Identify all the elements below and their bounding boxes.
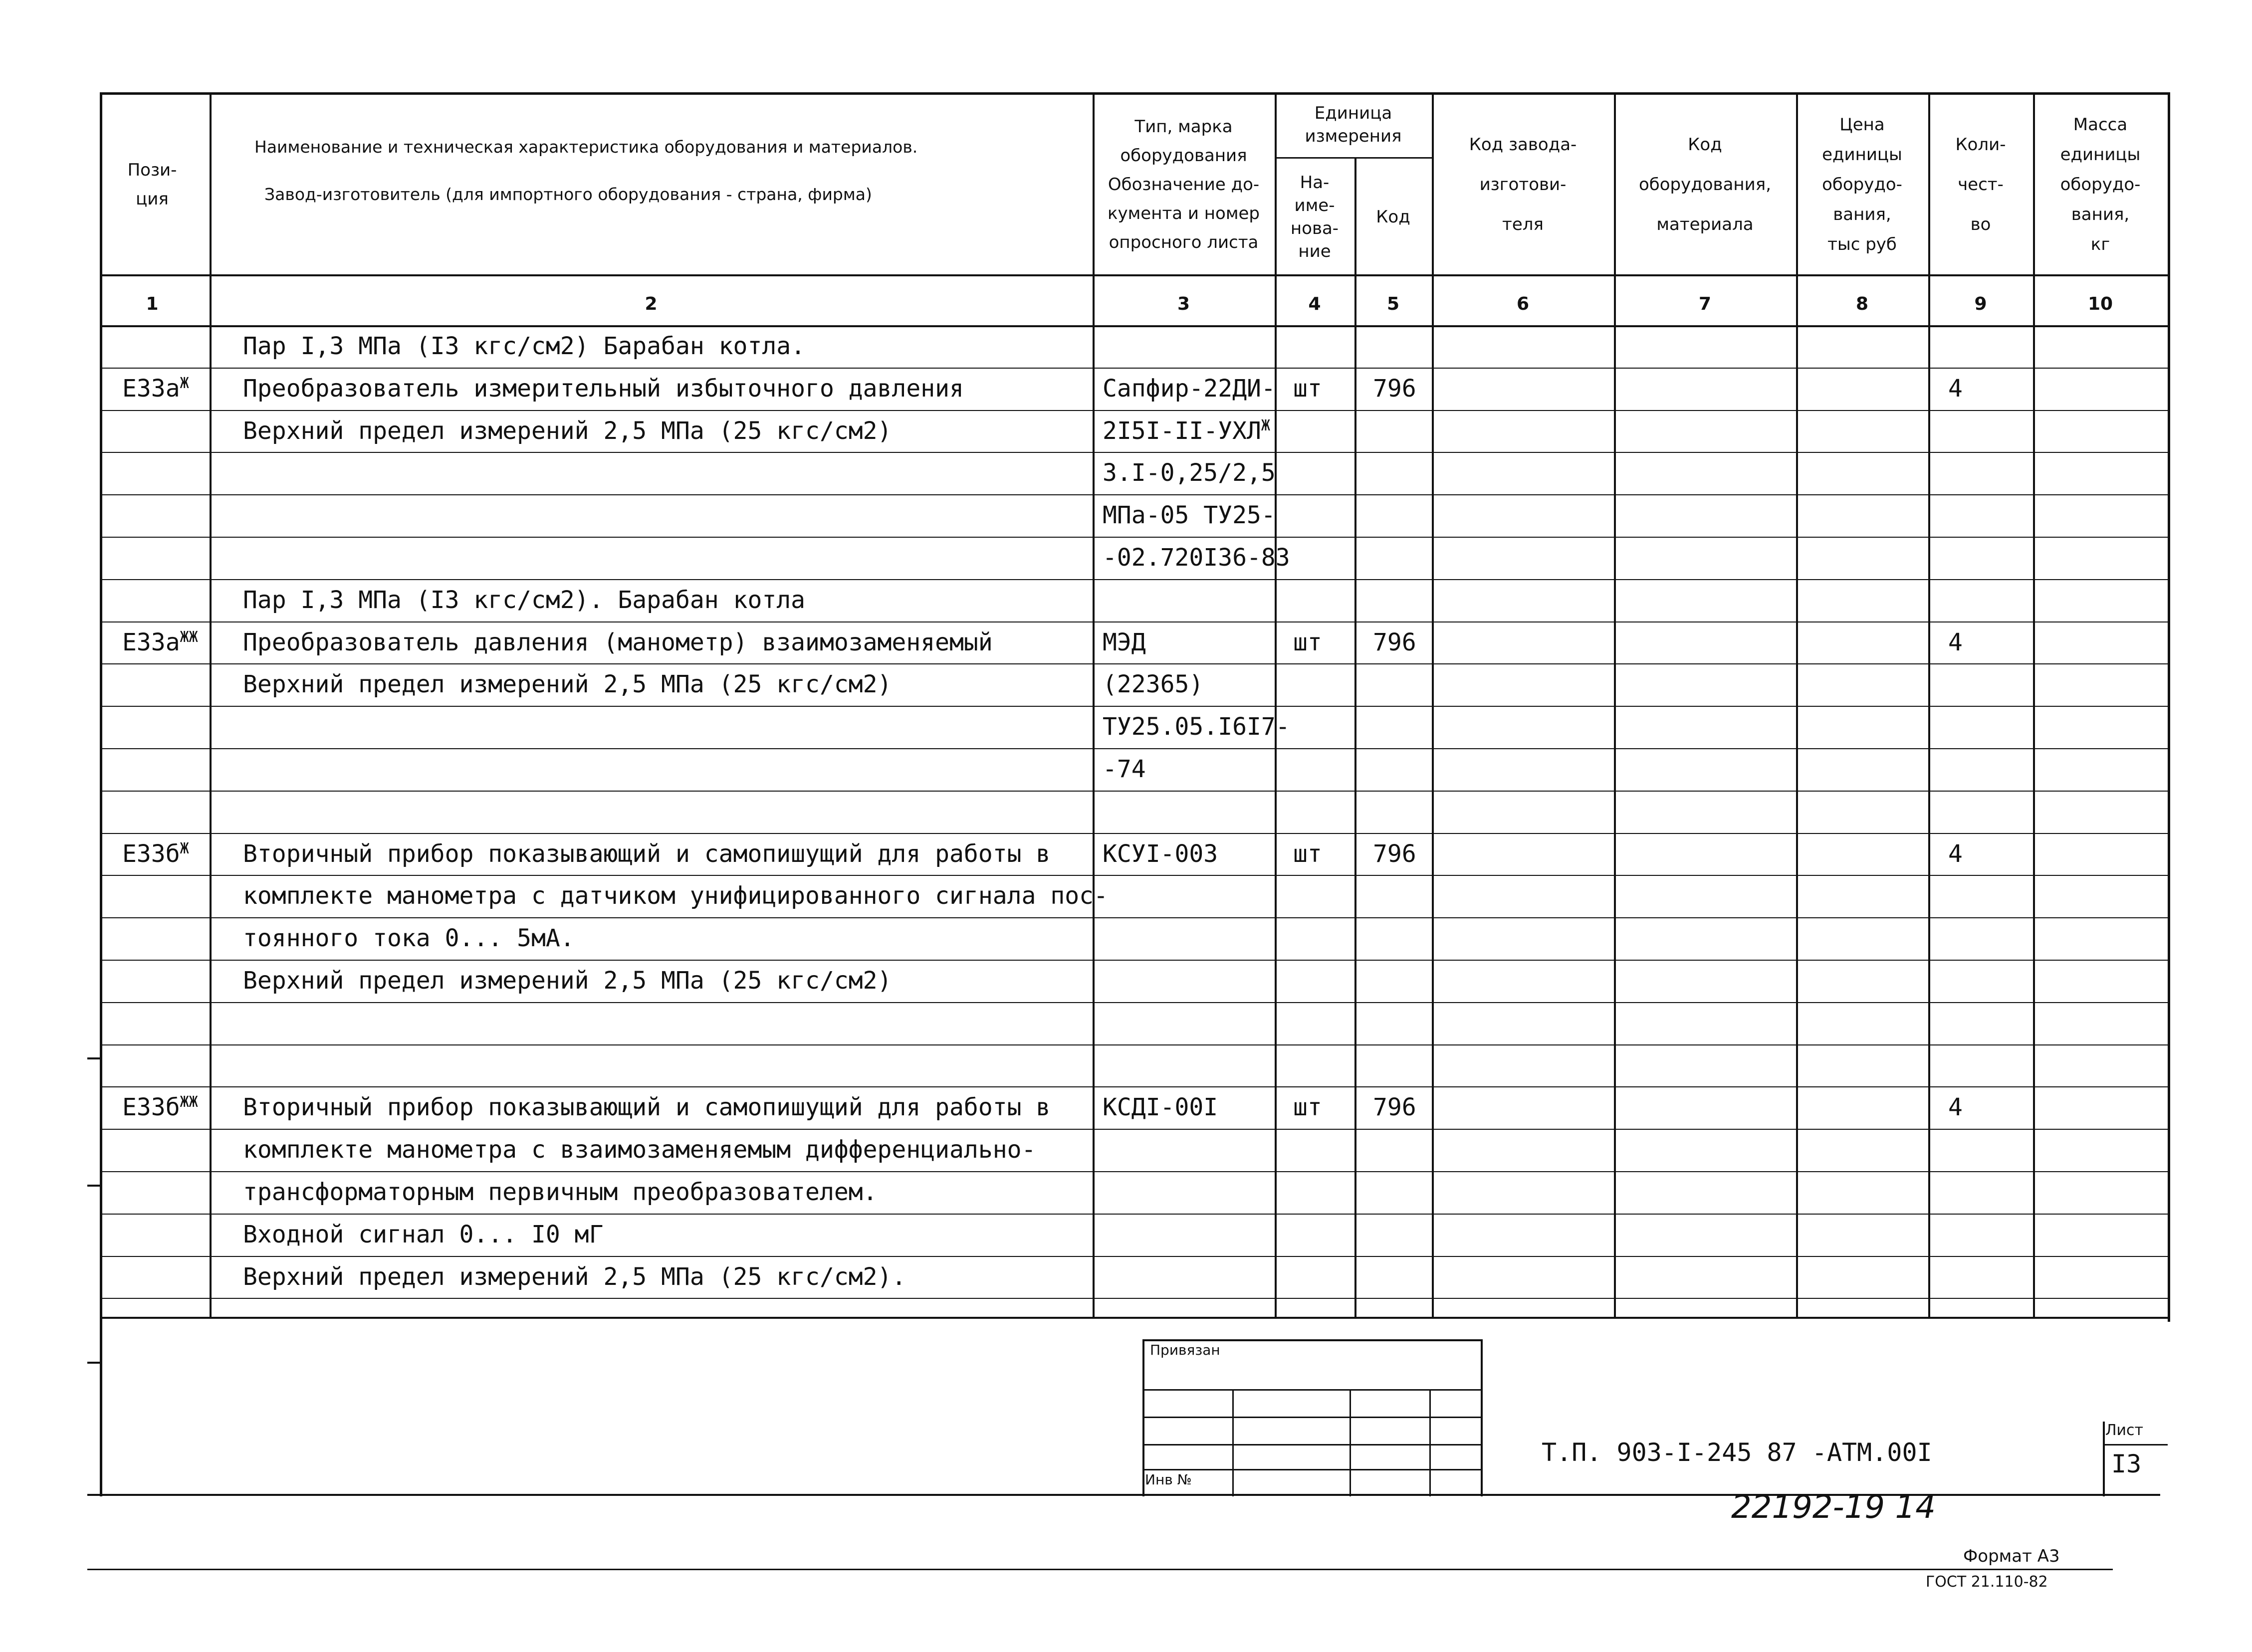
doc-code: Т.П. 903-I-245 87 -АТМ.00I	[1542, 1438, 1932, 1467]
unit-cell: шт	[1293, 628, 1322, 656]
quantity-cell: 4	[1948, 840, 1963, 868]
table-row	[0, 663, 2252, 706]
stamp-col-2	[1350, 1389, 1351, 1496]
table-row	[0, 368, 2252, 410]
table-row	[0, 833, 2252, 875]
name-cell: Преобразователь давления (манометр) взаимозаменяемый	[243, 628, 993, 656]
header-quantity: Коли- чест- во	[1955, 135, 2006, 234]
table-row	[0, 1256, 2252, 1298]
footnote-mark: Ж	[180, 375, 189, 392]
table-row	[0, 1214, 2252, 1256]
code-cell: 796	[1373, 628, 1416, 656]
header-unit-group: Единица измерения	[1305, 103, 1402, 146]
position-cell: $Е33а^Ж$	[122, 375, 189, 403]
table-row	[0, 494, 2252, 537]
header-unit-name: На- име- нова- ние	[1290, 173, 1339, 261]
table-row	[0, 579, 2252, 621]
type-cell: (22365)	[1103, 670, 1204, 698]
type-cell: МЭД	[1103, 628, 1146, 656]
colnum-5: 5	[1386, 294, 1400, 314]
colnum-9: 9	[1974, 294, 1987, 314]
code-cell: 796	[1373, 375, 1416, 403]
sheet-number: I3	[2111, 1449, 2142, 1478]
name-cell: Верхний предел измерений 2,5 МПа (25 кгс/см2).	[243, 1263, 906, 1291]
name-cell: Пар I,3 МПа (I3 кгс/см2). Барабан котла	[243, 586, 806, 614]
name-cell: трансформаторным первичным преобразователем.	[243, 1178, 878, 1206]
position-cell: $Е33б^{ЖЖ}$	[122, 1093, 198, 1121]
colnum-10: 10	[2087, 294, 2113, 314]
name-cell: Верхний предел измерений 2,5 МПа (25 кгс/см2)	[243, 967, 892, 995]
colnum-2: 2	[645, 294, 658, 314]
margin-tick-3	[87, 1362, 102, 1364]
type-cell: КСУI-003	[1103, 840, 1218, 868]
handwritten-number: 22192-19 14	[1731, 1489, 1936, 1526]
footnote-mark: Ж	[1261, 417, 1270, 434]
table-row	[0, 706, 2252, 748]
name-cell: Пар I,3 МПа (I3 кгс/см2) Барабан котла.	[243, 332, 806, 360]
type-cell: КСДI-00I	[1103, 1093, 1218, 1121]
name-cell: Вторичный прибор показывающий и самопишущий для работы в	[243, 840, 1051, 868]
type-cell: -02.720I36-83	[1103, 544, 1290, 572]
footnote-mark: Ж	[180, 840, 189, 857]
table-row	[0, 621, 2252, 664]
type-cell: -74	[1103, 755, 1146, 783]
stamp-inv-no: Инв №	[1145, 1471, 1192, 1488]
name-cell: Входной сигнал 0... I0 мГ	[243, 1221, 604, 1248]
table-row	[0, 1298, 2252, 1340]
table-row	[0, 1002, 2252, 1044]
name-cell: комплекте манометра с взаимозаменяемым дифференциально-	[243, 1136, 1036, 1164]
unit-cell: шт	[1293, 840, 1322, 868]
colnum-4: 4	[1308, 294, 1321, 314]
sheet-label: Лист	[2105, 1422, 2144, 1439]
colnum-1: 1	[146, 294, 159, 314]
table-row	[0, 791, 2252, 833]
header-name-line2: Завод-изготовитель (для импортного оборудования - страна, фирма)	[264, 185, 872, 204]
colnum-7: 7	[1698, 294, 1712, 314]
unit-cell: шт	[1293, 375, 1322, 403]
header-price: Цена единицы оборудо- вания, тыс руб	[1822, 115, 1902, 254]
header-type: Тип, марка оборудования Обозначение до- кумента и номер опросного листа	[1108, 117, 1260, 252]
stamp-row-3	[1142, 1444, 1482, 1446]
table-row	[0, 960, 2252, 1002]
table-row	[0, 1129, 2252, 1171]
page-bottom-line	[87, 1569, 2113, 1570]
table-row	[0, 410, 2252, 452]
type-cell: 3.I-0,25/2,5	[1103, 459, 1276, 487]
header-equipment-code: Код оборудования, материала	[1638, 135, 1772, 234]
type-cell: ТУ25.05.I6I7-	[1103, 713, 1290, 741]
colnum-3: 3	[1177, 294, 1190, 314]
position-cell: $Е33а^{ЖЖ}$	[122, 628, 198, 656]
name-cell: Вторичный прибор показывающий и самопишущий для работы в	[243, 1093, 1051, 1121]
format-label: Формат А3	[1963, 1546, 2060, 1566]
stamp-col-1	[1232, 1389, 1234, 1496]
header-unit-code: Код	[1376, 207, 1410, 227]
gost-label: ГОСТ 21.110-82	[1926, 1573, 2048, 1591]
quantity-cell: 4	[1948, 1093, 1963, 1121]
table-row	[0, 875, 2252, 917]
table-row	[0, 1086, 2252, 1129]
stamp-row-2	[1142, 1417, 1482, 1418]
code-cell: 796	[1373, 1093, 1416, 1121]
position-cell: $Е33б^Ж$	[122, 840, 189, 868]
type-cell: МПа-05 ТУ25-	[1103, 501, 1276, 529]
table-row	[0, 917, 2252, 960]
header-name-line1: Наименование и техническая характеристика оборудования и материалов.	[254, 137, 918, 157]
name-cell: Верхний предел измерений 2,5 МПа (25 кгс/см2)	[243, 417, 892, 445]
header-factory-code: Код завода- изготови- теля	[1469, 135, 1577, 234]
name-cell: Преобразователь измерительный избыточного давления	[243, 375, 964, 403]
stamp-privyazan: Привязан	[1150, 1342, 1220, 1358]
unit-cell: шт	[1293, 1093, 1322, 1121]
type-cell: Сапфир-22ДИ-	[1103, 375, 1276, 403]
name-cell: тоянного тока 0... 5мА.	[243, 924, 575, 952]
table-row	[0, 537, 2252, 579]
name-cell: комплекте манометра с датчиком унифицированного сигнала пос-	[243, 882, 1108, 910]
stamp-row-4	[1142, 1469, 1482, 1470]
footnote-mark: ЖЖ	[180, 628, 198, 646]
colnum-8: 8	[1855, 294, 1869, 314]
table-row	[0, 325, 2252, 368]
quantity-cell: 4	[1948, 628, 1963, 656]
colnum-6: 6	[1516, 294, 1530, 314]
type-cell: $2I5I-II-УХЛ^Ж$	[1103, 417, 1270, 445]
header-position: Пози- ция	[127, 160, 177, 209]
code-cell: 796	[1373, 840, 1416, 868]
header-name	[210, 92, 1093, 277]
table-row	[0, 748, 2252, 791]
sheet-box-left	[2103, 1422, 2105, 1496]
table-row	[0, 1171, 2252, 1214]
stamp-row-1	[1142, 1389, 1482, 1391]
table-row	[0, 1044, 2252, 1087]
header-mass: Масса единицы оборудо- вания, кг	[2060, 115, 2141, 254]
name-cell: Верхний предел измерений 2,5 МПа (25 кгс/см2)	[243, 670, 892, 698]
stamp-col-3	[1429, 1389, 1431, 1496]
table-row	[0, 452, 2252, 494]
quantity-cell: 4	[1948, 375, 1963, 403]
footnote-mark: ЖЖ	[180, 1093, 198, 1111]
